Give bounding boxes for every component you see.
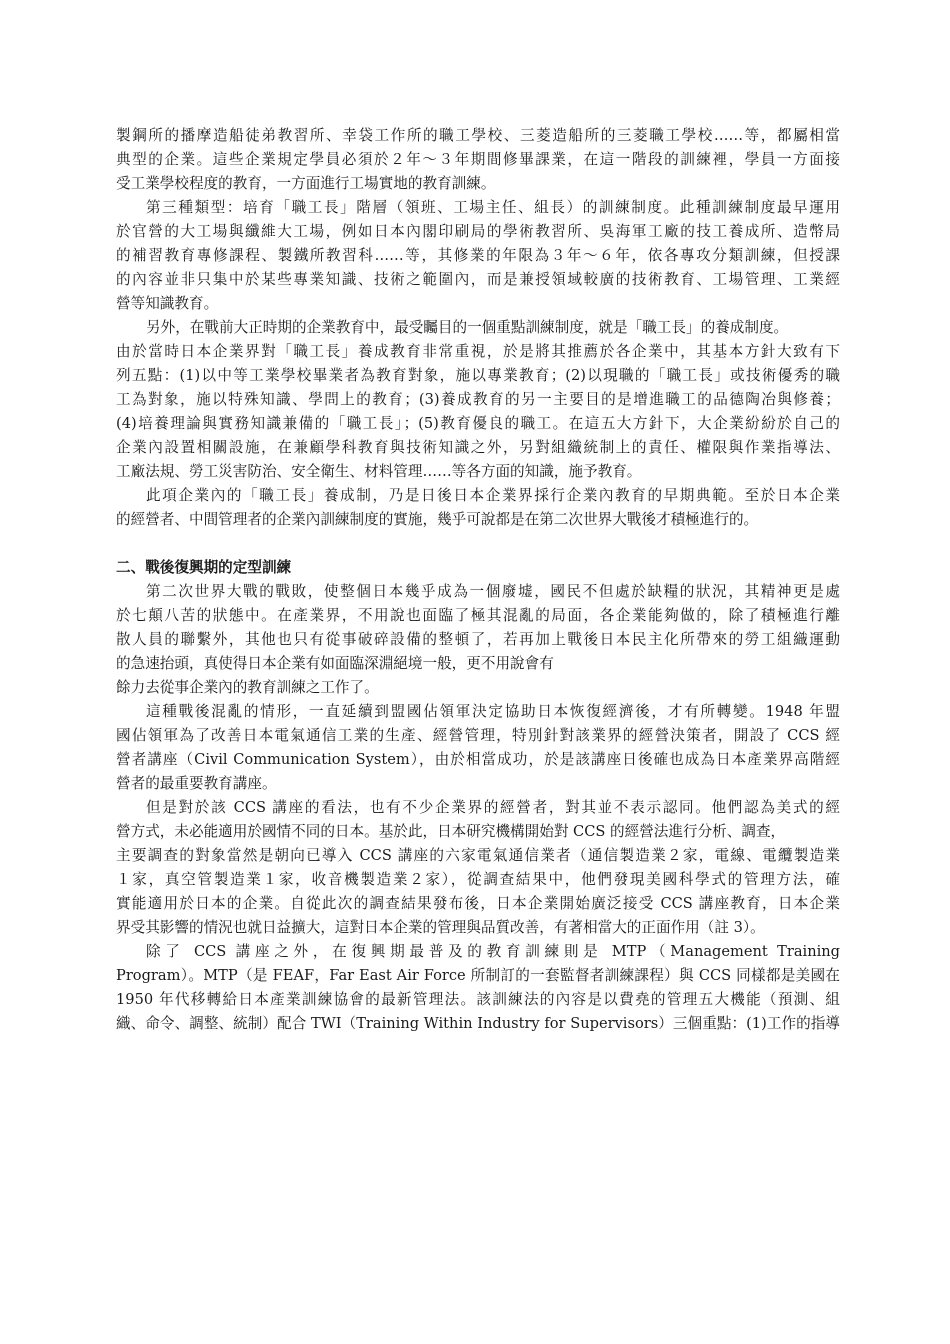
text-line: 1950 年代移轉給日本產業訓練協會的最新管理法。該訓練法的內容是以費堯的管理五大機能（預測、組 xyxy=(116,991,840,1008)
text-line: 第三種類型：培育「職工長」階層（領班、工場主任、組長）的訓練制度。此種訓練制度最早運用 xyxy=(146,199,840,216)
paragraph-6 xyxy=(116,700,840,796)
text-line: 工廠法規、勞工災害防治、安全衛生、材料管理……等各方面的知識，施予教育。 xyxy=(116,463,642,480)
text-line: １家，真空管製造業１家，收音機製造業２家），從調查結果中，他們發現美國科學式的管理方法，確 xyxy=(116,871,840,888)
document-page xyxy=(116,124,840,1036)
text-line: 於官營的大工場與纖維大工場，例如日本內閣印刷局的學術教習所、吳海軍工廠的技工養成所、造幣局 xyxy=(116,223,840,240)
text-line: 散人員的聯繫外，其他也只有從事破碎設備的整頓了，若再加上戰後日本民主化所帶來的勞工組織運動 xyxy=(116,631,840,648)
text-line: 的經營者、中間管理者的企業內訓練制度的實施，幾乎可說都是在第二次世界大戰後才積極進行的。 xyxy=(116,511,759,528)
text-line: 受工業學校程度的教育，一方面進行工場實地的教育訓練。 xyxy=(116,175,496,192)
text-line: 但是對於該 CCS 講座的看法，也有不少企業界的經營者，對其並不表示認同。他們認為美式的經 xyxy=(146,799,840,816)
text-line: 於七顛八苦的狀態中。在產業界，不用說也面臨了極其混亂的局面，各企業能夠做的，除了積極進行離 xyxy=(116,607,840,624)
text-line: 的補習教育專修課程、製鐵所教習科……等，其修業的年限為３年～６年，依各專攻分類訓練，但授課 xyxy=(116,247,840,264)
text-line: 另外，在戰前大正時期的企業教育中，最受矚目的一個重點訓練制度，就是「職工長」的養成制度。 xyxy=(146,319,789,336)
text-line: 界受其影響的情況也就日益擴大，這對日本企業的管理與品質改善，有著相當大的正面作用（註 3）。 xyxy=(116,919,765,936)
text-line: 營方式，未必能適用於國情不同的日本。基於此，日本研究機構開始對 CCS 的經營法進行分析、調查， xyxy=(116,823,786,840)
text-line: 這種戰後混亂的情形，一直延續到盟國佔領軍決定協助日本恢復經濟後，才有所轉變。1948 年盟 xyxy=(146,703,840,720)
text-line: 餘力去從事企業內的教育訓練之工作了。 xyxy=(116,679,379,696)
text-line: 營者的最重要教育講座。 xyxy=(116,775,277,792)
paragraph-2 xyxy=(116,196,840,316)
text-line: 典型的企業。這些企業規定學員必須於２年～３年期間修畢課業，在這一階段的訓練裡，學員一方面接 xyxy=(116,151,840,168)
paragraph-3 xyxy=(116,316,840,484)
text-line: 織、命令、調整、統制）配合 TWI（Training Within Industry for Supervisors）三個重點：(1)工作的指導 xyxy=(116,1015,840,1032)
text-line: 的內容並非只集中於某些專業知識、技術之範圍內，而是兼授領域較廣的技術教育、工場管理、工業經 xyxy=(116,271,840,288)
paragraph-1 xyxy=(116,124,840,196)
paragraph-7 xyxy=(116,796,840,940)
text-line: 除了 CCS 講座之外，在復興期最普及的教育訓練則是 MTP（Management Training xyxy=(146,943,840,960)
section-heading: 二、戰後復興期的定型訓練 xyxy=(116,559,292,576)
text-line: 工為對象，施以特殊知識、學問上的教育；(3)養成教育的另一主要目的是增進職工的品德陶冶與修養； xyxy=(116,391,840,408)
paragraph-8 xyxy=(116,940,840,1036)
section-spacer xyxy=(116,532,840,556)
text-line: 此項企業內的「職工長」養成制，乃是日後日本企業界採行企業內教育的早期典範。至於日本企業 xyxy=(146,487,840,504)
text-line: 國佔領軍為了改善日本電氣通信工業的生產、經營管理，特別針對該業界的經營決策者，開設了 CCS 經 xyxy=(116,727,840,744)
text-line: 製鋼所的播摩造船徒弟教習所、幸袋工作所的職工學校、三菱造船所的三菱職工學校……等，都屬相當 xyxy=(116,127,840,144)
text-line: 的急速抬頭，真使得日本企業有如面臨深淵絕境一般，更不用說會有 xyxy=(116,655,554,672)
text-line: 企業內設置相關設施，在兼顧學科教育與技術知識之外，另對組織統制上的責任、權限與作業指導法、 xyxy=(116,439,840,456)
paragraph-4 xyxy=(116,484,840,532)
text-line: 第二次世界大戰的戰敗，使整個日本幾乎成為一個廢墟，國民不但處於缺糧的狀況，其精神更是處 xyxy=(146,583,840,600)
text-line: 營者講座（Civil Communication System），由於相當成功，於是該講座日後確也成為日本產業界高階經 xyxy=(116,751,840,768)
text-line: Program）。MTP（是 FEAF，Far East Air Force 所制訂的一套監督者訓練課程）與 CCS 同樣都是美國在 xyxy=(116,967,840,984)
text-line: 列五點：(1)以中等工業學校畢業者為教育對象，施以專業教育；(2)以現職的「職工長」或技術優秀的職 xyxy=(116,367,840,384)
paragraph-5 xyxy=(116,580,840,700)
text-line: 由於當時日本企業界對「職工長」養成教育非常重視，於是將其推薦於各企業中，其基本方針大致有下 xyxy=(116,343,840,360)
text-line: 營等知識教育。 xyxy=(116,295,219,312)
text-line: (4)培養理論與實務知識兼備的「職工長」；(5)教育優良的職工。在這五大方針下，大企業紛紛於自己的 xyxy=(116,415,840,432)
text-line: 主要調查的對象當然是朝向已導入 CCS 講座的六家電氣通信業者（通信製造業２家，電線、電纜製造業 xyxy=(116,847,840,864)
text-line: 實能適用於日本的企業。自從此次的調查結果發布後，日本企業開始廣泛接受 CCS 講座教育，日本企業 xyxy=(116,895,840,912)
